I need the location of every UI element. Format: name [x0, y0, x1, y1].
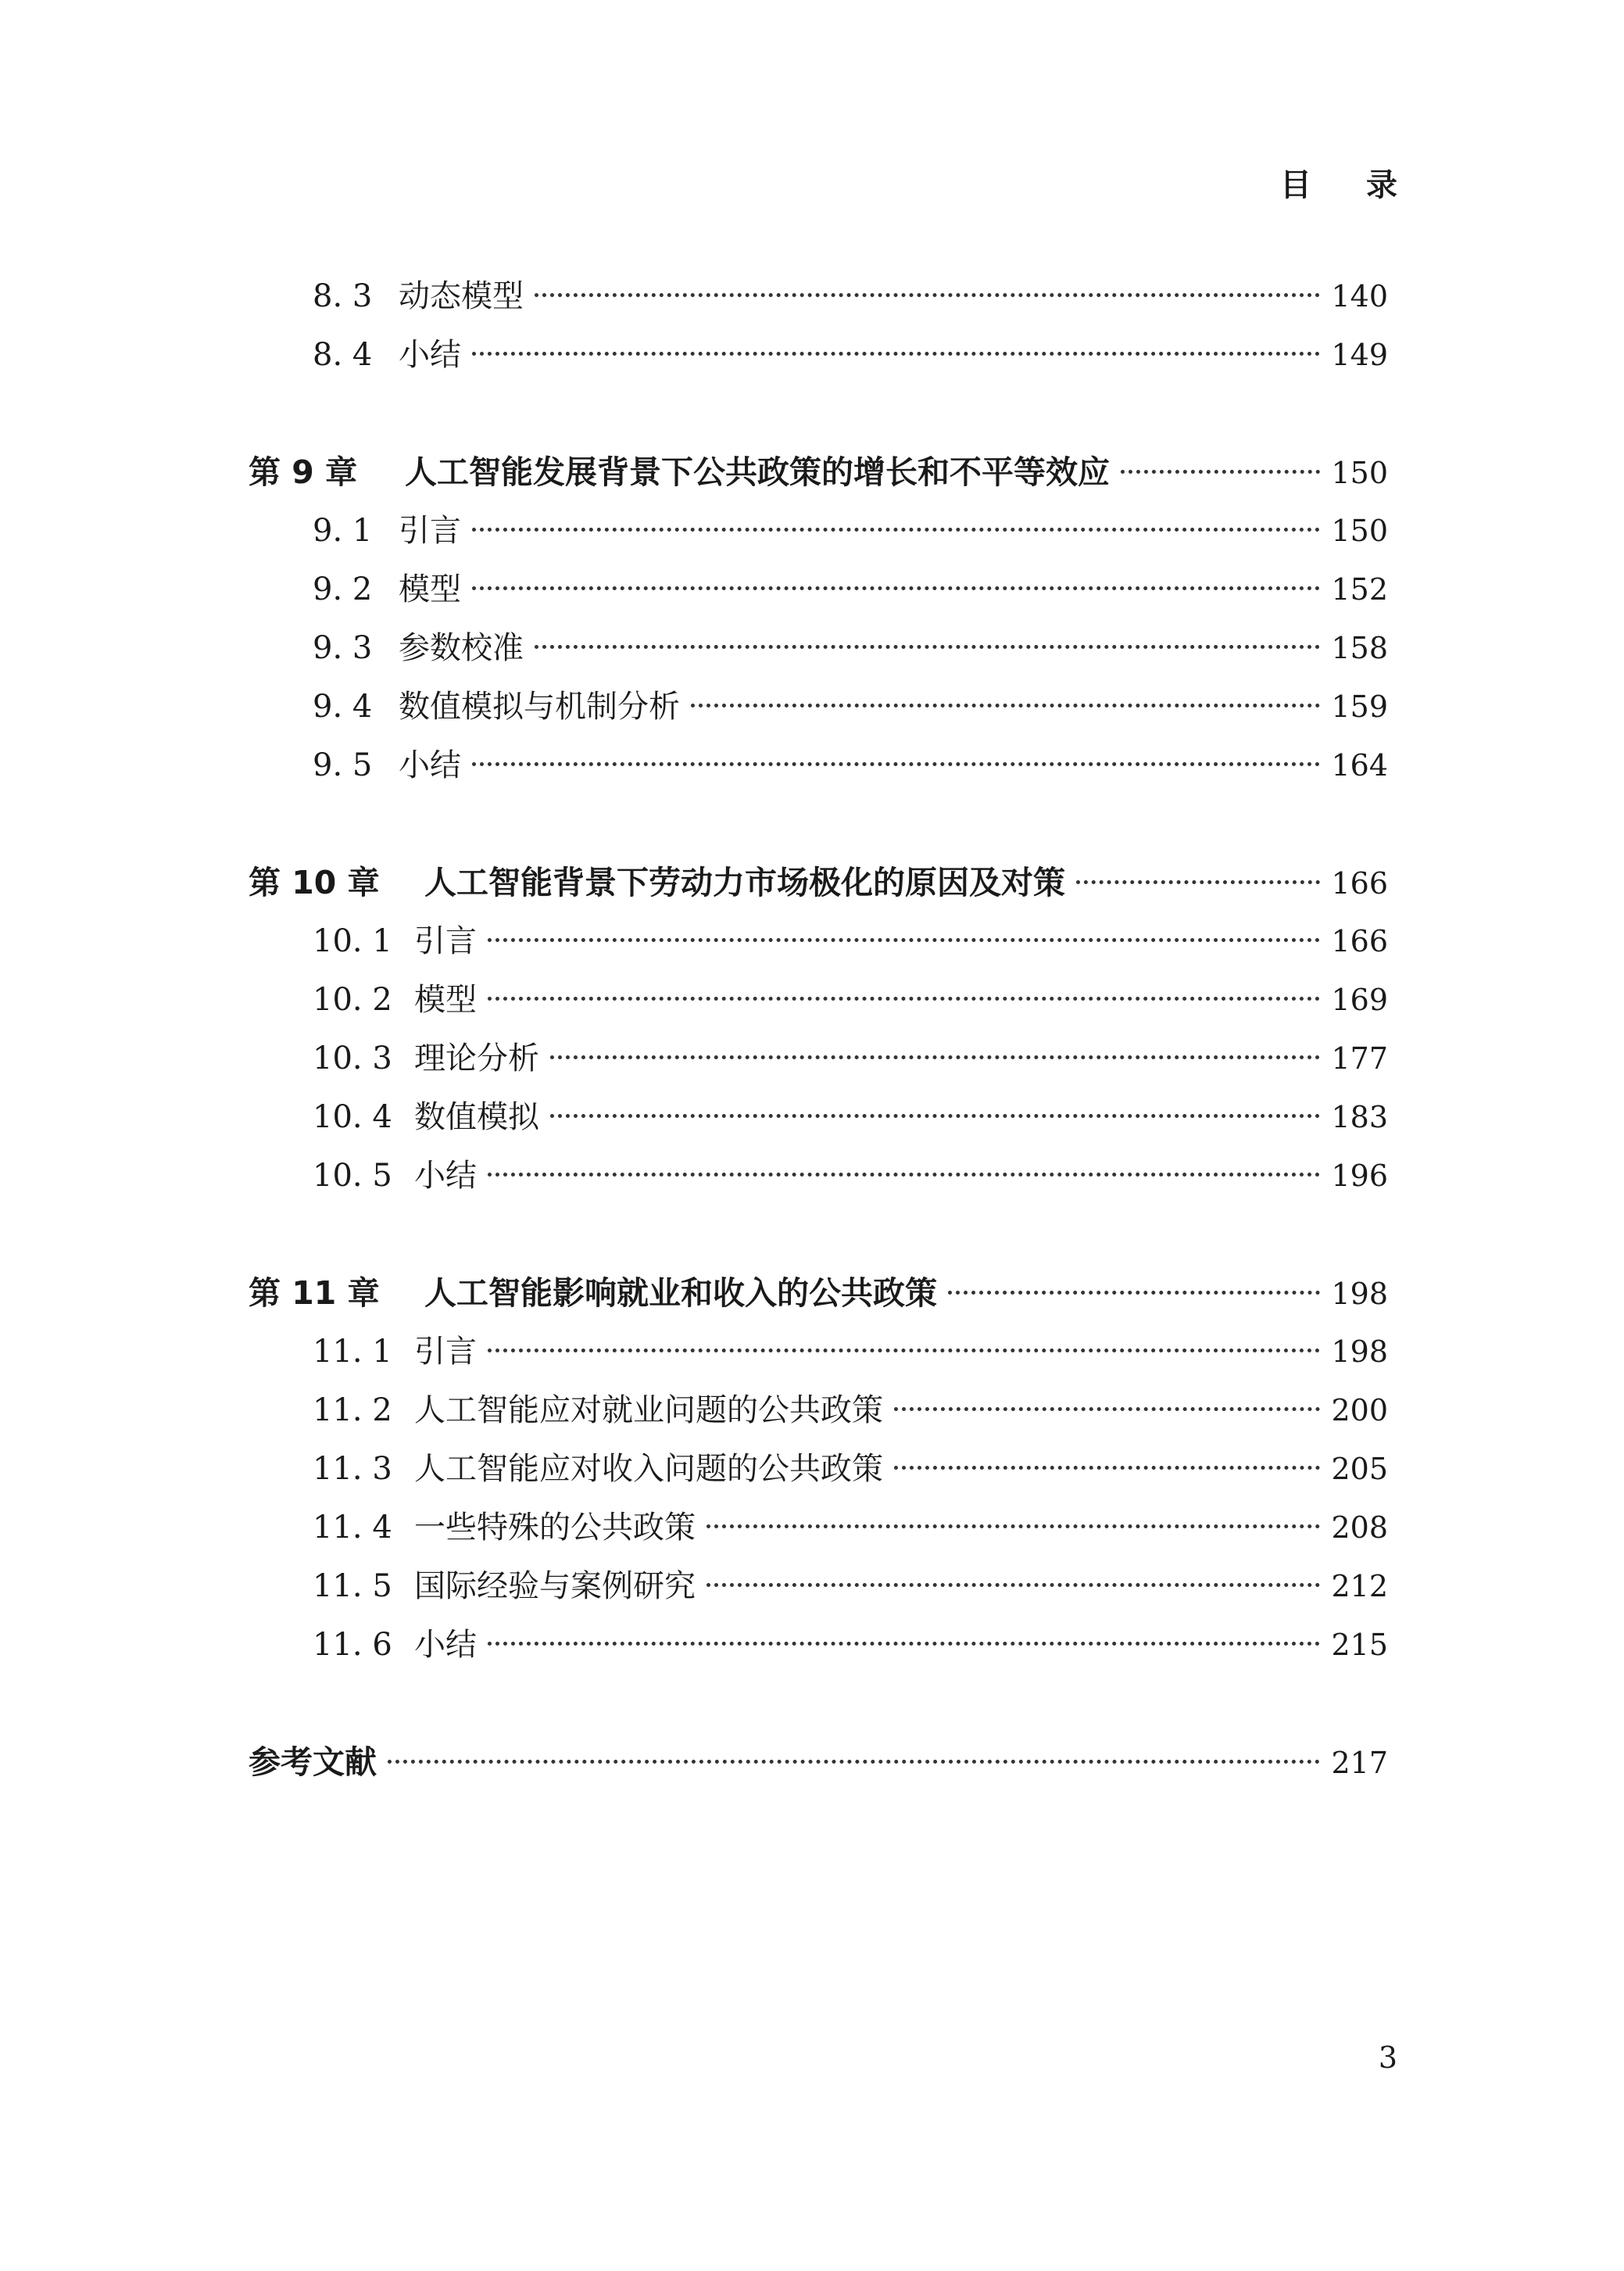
toc-references[interactable] — [249, 1733, 1388, 1792]
section-title: 数值模拟 — [414, 1099, 539, 1135]
toc-section-9-5[interactable] — [249, 736, 1388, 795]
section-number: 11. 2 — [313, 1392, 392, 1428]
chapter-title: 人工智能影响就业和收入的公共政策 — [424, 1274, 937, 1312]
toc-section-8-3[interactable] — [249, 267, 1388, 326]
running-head-part2: 录 — [1366, 167, 1397, 203]
toc-section-11-5[interactable] — [249, 1557, 1388, 1616]
toc-section-9-2[interactable] — [249, 561, 1388, 619]
section-title: 引言 — [414, 923, 477, 959]
chapter-number: 第 11 章 — [249, 1274, 380, 1312]
toc-section-10-2[interactable] — [249, 971, 1388, 1030]
page-number: 196 — [1331, 1159, 1388, 1193]
toc-section-11-4[interactable] — [249, 1499, 1388, 1557]
section-title: 小结 — [399, 337, 461, 373]
section-number: 8. 3 — [313, 278, 373, 314]
dot-leader — [706, 1524, 1320, 1528]
dot-leader — [550, 1114, 1320, 1118]
section-number: 10. 2 — [313, 982, 392, 1018]
section-number: 11. 5 — [313, 1568, 392, 1604]
toc-section-10-3[interactable] — [249, 1030, 1388, 1088]
section-title: 模型 — [414, 982, 477, 1018]
running-head-part1: 目 — [1280, 167, 1311, 203]
section-title: 引言 — [399, 513, 461, 549]
dot-leader — [488, 997, 1320, 1001]
page-number: 212 — [1331, 1569, 1388, 1603]
dot-leader — [488, 938, 1320, 942]
section-number: 9. 5 — [313, 747, 373, 783]
toc-chapter-11[interactable] — [249, 1264, 1388, 1323]
references-title: 参考文献 — [249, 1743, 377, 1781]
page-number: 198 — [1331, 1277, 1388, 1311]
dot-leader — [706, 1583, 1320, 1587]
page-number: 166 — [1331, 866, 1388, 901]
dot-leader — [488, 1642, 1320, 1646]
dot-leader — [1121, 470, 1320, 474]
section-title: 数值模拟与机制分析 — [399, 689, 680, 725]
dot-leader — [472, 528, 1320, 532]
section-number: 10. 3 — [313, 1041, 392, 1076]
toc-section-11-1[interactable] — [249, 1323, 1388, 1381]
table-of-contents — [249, 267, 1388, 1792]
section-title: 国际经验与案例研究 — [414, 1568, 696, 1604]
toc-section-11-2[interactable] — [249, 1381, 1388, 1440]
section-number: 9. 3 — [313, 630, 373, 666]
toc-section-8-4[interactable] — [249, 326, 1388, 385]
dot-leader — [894, 1466, 1320, 1470]
page-number: 198 — [1331, 1334, 1388, 1369]
section-number: 11. 1 — [313, 1334, 392, 1370]
section-number: 9. 4 — [313, 689, 373, 725]
page-number: 158 — [1331, 631, 1388, 665]
section-title: 人工智能应对就业问题的公共政策 — [414, 1392, 883, 1428]
section-title: 人工智能应对收入问题的公共政策 — [414, 1451, 883, 1487]
page-number: 159 — [1331, 690, 1388, 724]
section-title: 小结 — [414, 1158, 477, 1194]
section-title: 理论分析 — [414, 1041, 539, 1076]
dot-leader — [691, 704, 1320, 707]
page-folio: 3 — [1378, 2040, 1397, 2075]
section-number: 8. 4 — [313, 337, 373, 373]
section-number: 10. 1 — [313, 923, 392, 959]
toc-section-11-3[interactable] — [249, 1440, 1388, 1499]
toc-chapter-10[interactable] — [249, 854, 1388, 912]
toc-section-9-4[interactable] — [249, 678, 1388, 736]
page-number: 166 — [1331, 924, 1388, 958]
section-title: 动态模型 — [399, 278, 524, 314]
section-title: 一些特殊的公共政策 — [414, 1510, 696, 1546]
dot-leader — [535, 293, 1320, 297]
section-number: 11. 3 — [313, 1451, 392, 1487]
page-number: 152 — [1331, 572, 1388, 607]
page-number: 217 — [1331, 1746, 1388, 1780]
dot-leader — [488, 1349, 1320, 1352]
dot-leader — [894, 1407, 1320, 1411]
page-number: 164 — [1331, 748, 1388, 783]
toc-section-11-6[interactable] — [249, 1616, 1388, 1675]
toc-section-10-4[interactable] — [249, 1088, 1388, 1147]
page-number: 177 — [1331, 1041, 1388, 1076]
page-number: 169 — [1331, 983, 1388, 1017]
chapter-number: 第 10 章 — [249, 864, 380, 901]
section-title: 参数校准 — [399, 630, 524, 666]
toc-chapter-9[interactable] — [249, 443, 1388, 502]
page-number: 150 — [1331, 456, 1388, 490]
section-number: 10. 5 — [313, 1158, 392, 1194]
toc-section-9-1[interactable] — [249, 502, 1388, 561]
page-number: 149 — [1331, 338, 1388, 372]
page-number: 208 — [1331, 1510, 1388, 1545]
dot-leader — [535, 645, 1320, 649]
running-head — [1280, 160, 1397, 205]
page-number: 215 — [1331, 1628, 1388, 1662]
page-number: 183 — [1331, 1100, 1388, 1134]
dot-leader — [388, 1760, 1320, 1764]
chapter-title: 人工智能背景下劳动力市场极化的原因及对策 — [424, 864, 1065, 901]
chapter-number: 第 9 章 — [249, 453, 358, 491]
chapter-title: 人工智能发展背景下公共政策的增长和不平等效应 — [405, 453, 1110, 491]
section-number: 11. 6 — [313, 1627, 392, 1663]
dot-leader — [488, 1173, 1320, 1177]
toc-section-9-3[interactable] — [249, 619, 1388, 678]
dot-leader — [472, 762, 1320, 766]
dot-leader — [1076, 880, 1320, 884]
toc-section-10-5[interactable] — [249, 1147, 1388, 1205]
page-number: 140 — [1331, 279, 1388, 313]
section-number: 9. 1 — [313, 513, 373, 549]
dot-leader — [472, 586, 1320, 590]
dot-leader — [550, 1055, 1320, 1059]
page-number: 150 — [1331, 514, 1388, 548]
section-number: 9. 2 — [313, 571, 373, 607]
section-title: 模型 — [399, 571, 461, 607]
section-title: 引言 — [414, 1334, 477, 1370]
dot-leader — [948, 1291, 1320, 1295]
page-number: 200 — [1331, 1393, 1388, 1427]
page-number: 205 — [1331, 1452, 1388, 1486]
section-title: 小结 — [399, 747, 461, 783]
toc-section-10-1[interactable] — [249, 912, 1388, 971]
section-number: 10. 4 — [313, 1099, 392, 1135]
dot-leader — [472, 352, 1320, 356]
section-number: 11. 4 — [313, 1510, 392, 1546]
section-title: 小结 — [414, 1627, 477, 1663]
